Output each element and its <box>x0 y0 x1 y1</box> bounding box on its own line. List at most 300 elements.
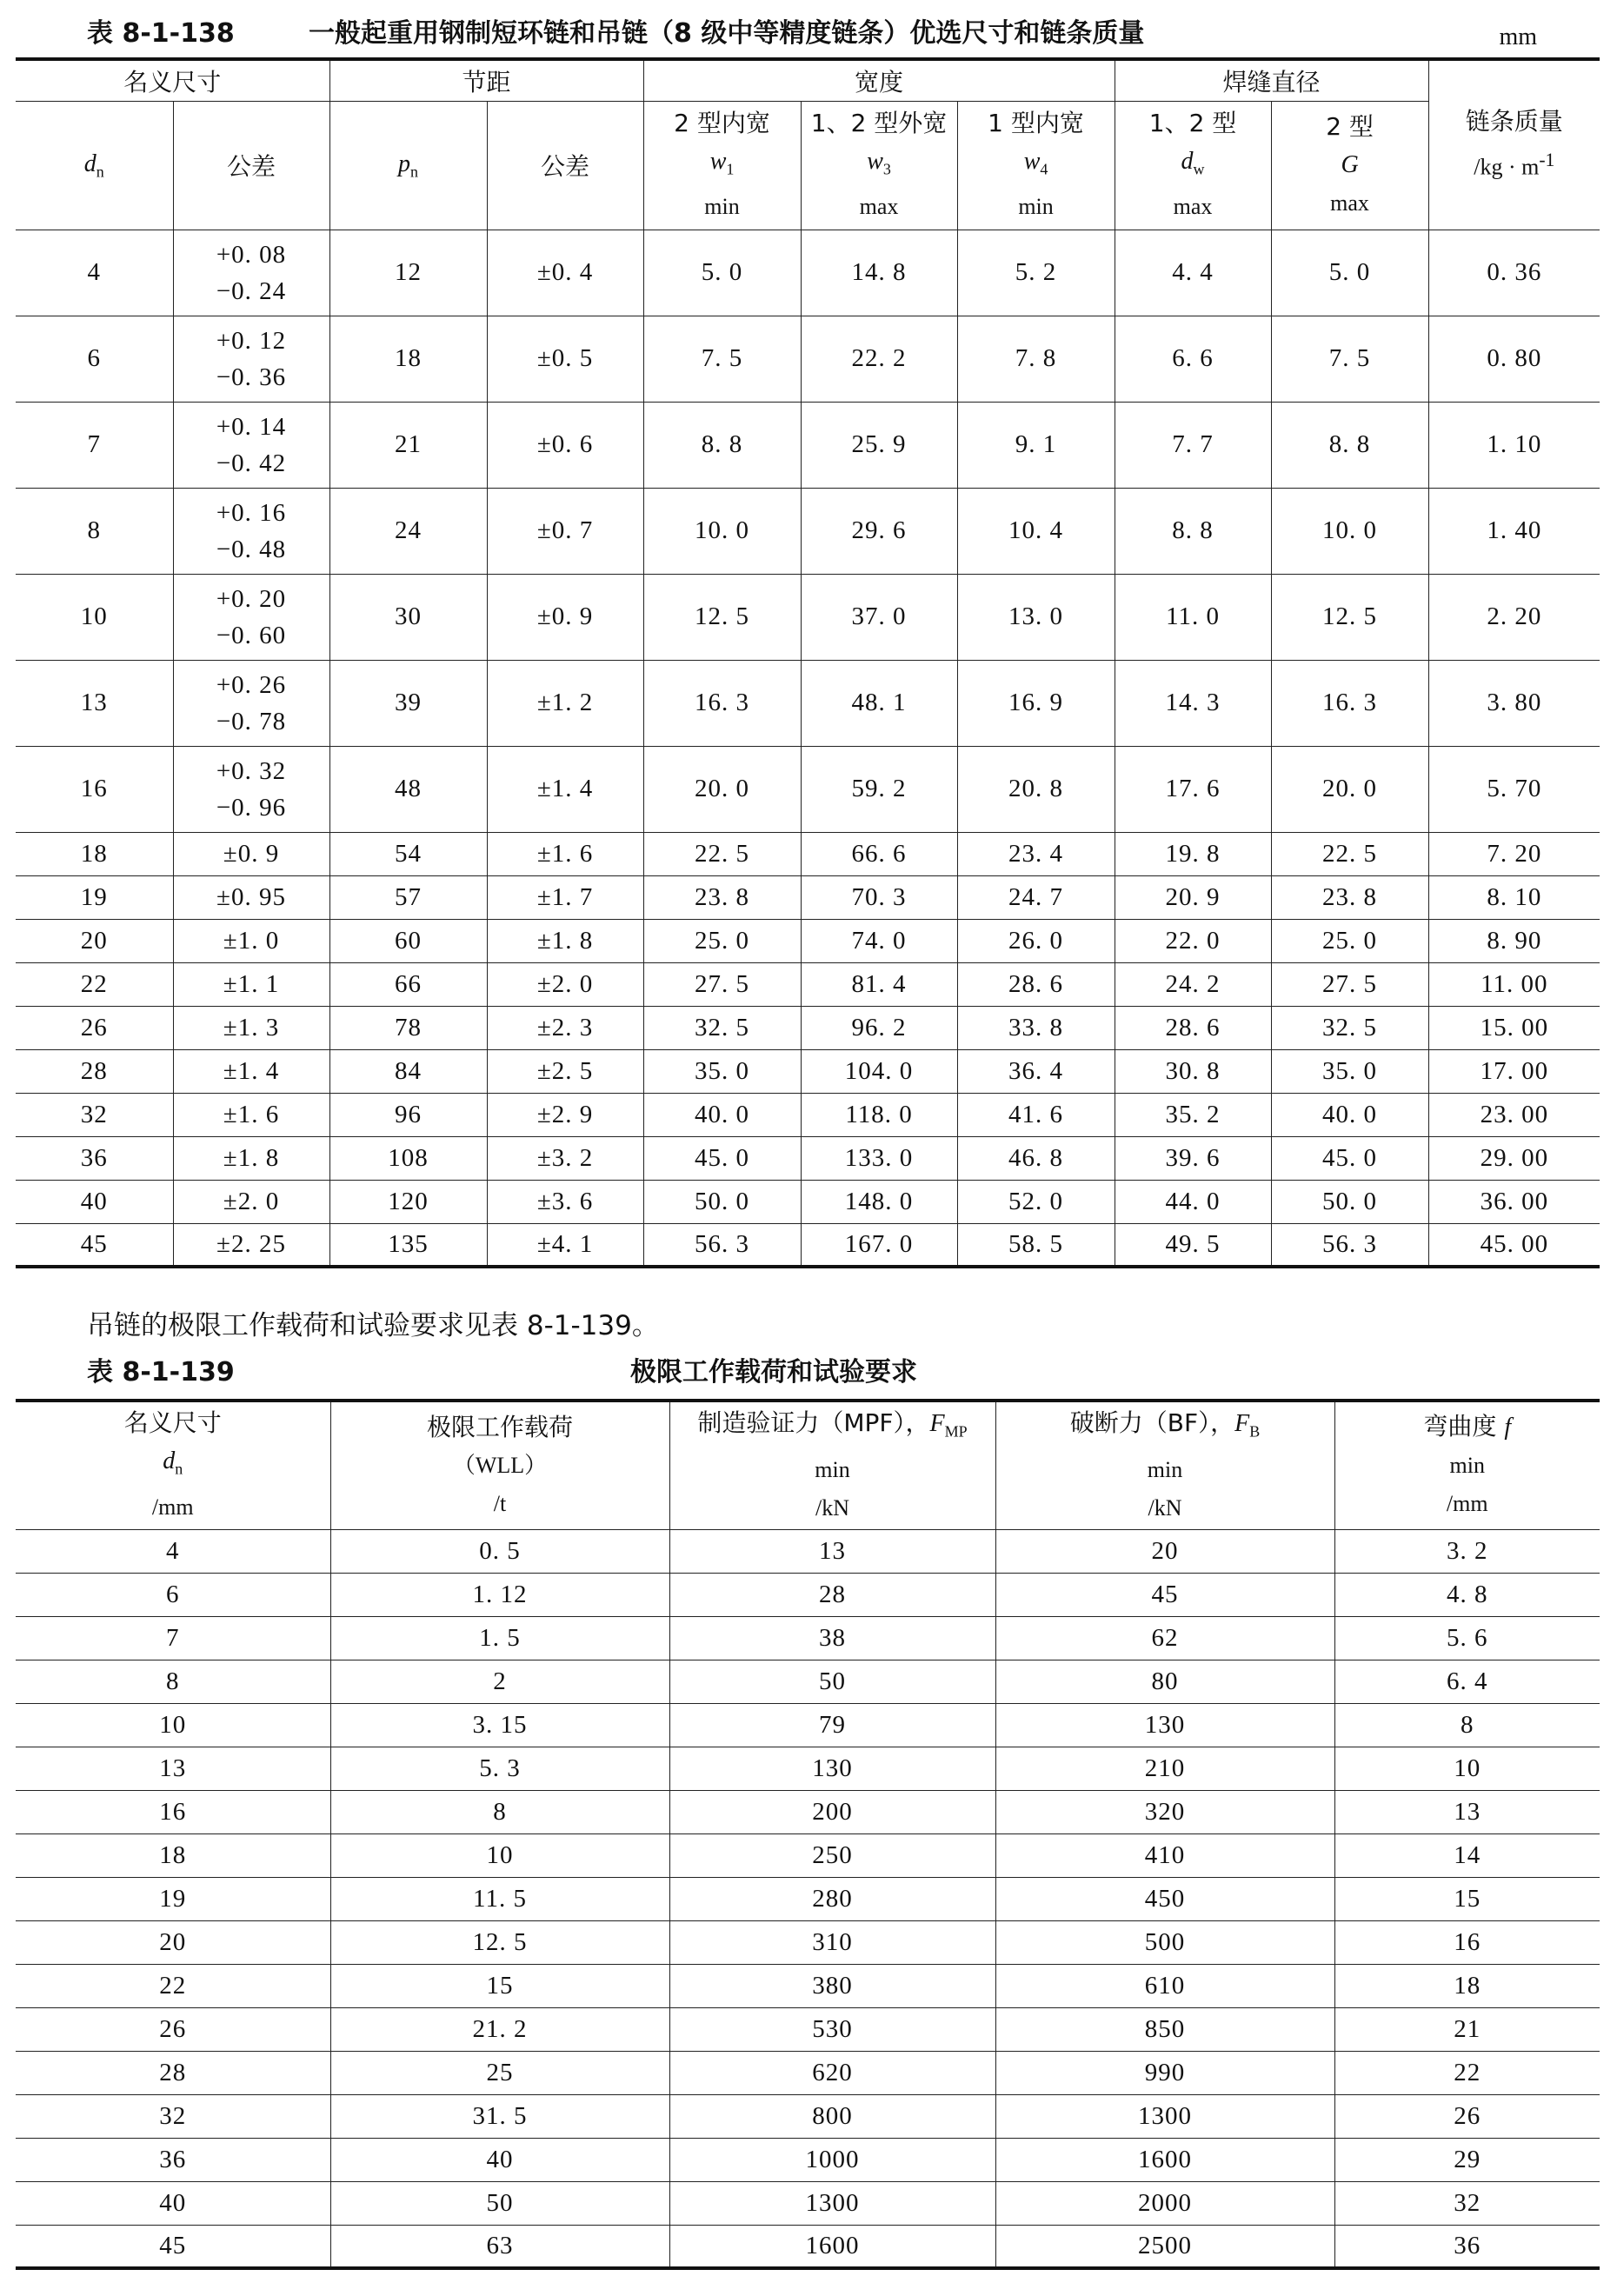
cell-bf: 500 <box>995 1920 1334 1964</box>
table2-row <box>16 1833 1600 1877</box>
cell-bend: 3. 2 <box>1334 1529 1600 1573</box>
cell-dn-tolerance: ±0. 95 <box>173 875 329 919</box>
table2-row <box>16 2225 1600 2268</box>
cell-w3: 104. 0 <box>801 1049 957 1093</box>
cell-bf: 45 <box>995 1573 1334 1616</box>
cell-dn-tolerance: ±1. 6 <box>173 1093 329 1136</box>
cell-dw: 19. 8 <box>1115 832 1271 875</box>
cell-wll: 12. 5 <box>330 1920 669 1964</box>
cell-dn: 4 <box>16 230 173 316</box>
cell-w1: 50. 0 <box>643 1180 801 1223</box>
cell-dn: 26 <box>16 2007 330 2051</box>
cell-dn-tolerance: ±1. 1 <box>173 962 329 1006</box>
cell-dn: 16 <box>16 1790 330 1833</box>
cell-dn: 36 <box>16 2138 330 2181</box>
cell-mass: 8. 90 <box>1428 919 1600 962</box>
cell-pitch-tolerance: ±2. 0 <box>487 962 643 1006</box>
header2-bend: 弯曲度 f min /mm <box>1334 1401 1600 1529</box>
header-nominal-size: 名义尺寸 <box>16 59 329 101</box>
cell-g: 40. 0 <box>1271 1093 1428 1136</box>
cell-w3: 118. 0 <box>801 1093 957 1136</box>
cell-bend: 29 <box>1334 2138 1600 2181</box>
cell-bend: 16 <box>1334 1920 1600 1964</box>
cell-mpf: 800 <box>669 2094 995 2138</box>
cell-mpf: 1600 <box>669 2225 995 2268</box>
cell-dn: 26 <box>16 1006 173 1049</box>
cell-dw: 11. 0 <box>1115 574 1271 660</box>
cell-g: 32. 5 <box>1271 1006 1428 1049</box>
cell-dn-tolerance: +0. 26 −0. 78 <box>173 660 329 746</box>
cell-w4: 10. 4 <box>957 488 1115 574</box>
cell-dn-tolerance: ±0. 9 <box>173 832 329 875</box>
cell-pitch-tolerance: ±2. 3 <box>487 1006 643 1049</box>
table1-row <box>16 1180 1600 1223</box>
header-dn-symbol: $d_n$ <box>83 150 104 181</box>
cell-mass: 45. 00 <box>1428 1223 1600 1267</box>
cell-dn-tolerance: +0. 32 −0. 96 <box>173 746 329 832</box>
table1-unit: mm <box>1499 23 1537 50</box>
cell-dn: 45 <box>16 1223 173 1267</box>
cell-bf: 1300 <box>995 2094 1334 2138</box>
cell-g: 22. 5 <box>1271 832 1428 875</box>
cell-mass: 1. 10 <box>1428 402 1600 488</box>
cell-wll: 1. 5 <box>330 1616 669 1660</box>
header-g: 2 型 G max <box>1271 101 1428 230</box>
header2-wll: 极限工作载荷 （WLL） /t <box>330 1401 669 1529</box>
cell-pn: 57 <box>329 875 487 919</box>
cell-w3: 22. 2 <box>801 316 957 402</box>
cell-w4: 36. 4 <box>957 1049 1115 1093</box>
cell-dn-tolerance: ±1. 0 <box>173 919 329 962</box>
cell-dn: 19 <box>16 1877 330 1920</box>
cell-wll: 11. 5 <box>330 1877 669 1920</box>
header-chain-mass-unit: $/kg \cdot m^{-1}$ <box>1474 150 1555 181</box>
cell-mpf: 200 <box>669 1790 995 1833</box>
header-pitch: 节距 <box>329 59 643 101</box>
cell-pn: 108 <box>329 1136 487 1180</box>
cell-pn: 96 <box>329 1093 487 1136</box>
cell-mass: 11. 00 <box>1428 962 1600 1006</box>
cell-wll: 40 <box>330 2138 669 2181</box>
table2-load-requirements <box>16 1399 1600 2270</box>
cell-dn: 13 <box>16 1747 330 1790</box>
cell-pitch-tolerance: ±2. 5 <box>487 1049 643 1093</box>
cell-mpf: 79 <box>669 1703 995 1747</box>
cell-w1: 16. 3 <box>643 660 801 746</box>
cell-bf: 62 <box>995 1616 1334 1660</box>
cell-bend: 32 <box>1334 2181 1600 2225</box>
cell-w3: 48. 1 <box>801 660 957 746</box>
cell-pitch-tolerance: ±3. 2 <box>487 1136 643 1180</box>
cell-w3: 66. 6 <box>801 832 957 875</box>
cell-mpf: 530 <box>669 2007 995 2051</box>
cell-mass: 0. 80 <box>1428 316 1600 402</box>
cell-g: 5. 0 <box>1271 230 1428 316</box>
header2-nominal-size: 名义尺寸 $d_n$ /mm <box>16 1401 330 1529</box>
cell-wll: 2 <box>330 1660 669 1703</box>
table1-row <box>16 230 1600 316</box>
cell-dn: 7 <box>16 1616 330 1660</box>
cell-dw: 6. 6 <box>1115 316 1271 402</box>
cell-bf: 990 <box>995 2051 1334 2094</box>
cell-pn: 24 <box>329 488 487 574</box>
cell-w3: 81. 4 <box>801 962 957 1006</box>
cell-mass: 2. 20 <box>1428 574 1600 660</box>
cell-pn: 48 <box>329 746 487 832</box>
table1-row <box>16 1006 1600 1049</box>
table1-row <box>16 574 1600 660</box>
cell-dn-tolerance: +0. 14 −0. 42 <box>173 402 329 488</box>
cell-wll: 10 <box>330 1833 669 1877</box>
table1-title: 一般起重用钢制短环链和吊链（8 级中等精度链条）优选尺寸和链条质量 <box>309 18 1145 49</box>
cell-mass: 0. 36 <box>1428 230 1600 316</box>
cell-dn: 16 <box>16 746 173 832</box>
cell-dn: 28 <box>16 1049 173 1093</box>
cell-g: 8. 8 <box>1271 402 1428 488</box>
cell-g: 50. 0 <box>1271 1180 1428 1223</box>
cell-dn: 4 <box>16 1529 330 1573</box>
cell-bend: 18 <box>1334 1964 1600 2007</box>
cell-wll: 0. 5 <box>330 1529 669 1573</box>
table2-row <box>16 1747 1600 1790</box>
cell-w3: 74. 0 <box>801 919 957 962</box>
cell-dw: 28. 6 <box>1115 1006 1271 1049</box>
table1-row <box>16 962 1600 1006</box>
cell-mpf: 13 <box>669 1529 995 1573</box>
cell-w4: 23. 4 <box>957 832 1115 875</box>
cell-w4: 52. 0 <box>957 1180 1115 1223</box>
cell-wll: 31. 5 <box>330 2094 669 2138</box>
table1-row <box>16 1136 1600 1180</box>
cell-mass: 15. 00 <box>1428 1006 1600 1049</box>
cell-w4: 41. 6 <box>957 1093 1115 1136</box>
cell-bend: 21 <box>1334 2007 1600 2051</box>
cell-dn-tolerance: +0. 12 −0. 36 <box>173 316 329 402</box>
cell-w3: 70. 3 <box>801 875 957 919</box>
cell-mpf: 1000 <box>669 2138 995 2181</box>
table2-row <box>16 1703 1600 1747</box>
cell-pn: 120 <box>329 1180 487 1223</box>
table2-title: 极限工作载荷和试验要求 <box>630 1357 917 1388</box>
cell-mass: 1. 40 <box>1428 488 1600 574</box>
header2-mpf: 制造验证力（MPF），$F_{MP}$ min /kN <box>669 1401 995 1529</box>
cell-bf: 2000 <box>995 2181 1334 2225</box>
cell-wll: 63 <box>330 2225 669 2268</box>
table1-row <box>16 1093 1600 1136</box>
cell-w4: 9. 1 <box>957 402 1115 488</box>
cell-pitch-tolerance: ±0. 7 <box>487 488 643 574</box>
cell-dn: 22 <box>16 1964 330 2007</box>
table2-row <box>16 2181 1600 2225</box>
cell-dw: 44. 0 <box>1115 1180 1271 1223</box>
cell-dn: 18 <box>16 1833 330 1877</box>
table1-chain-dimensions <box>16 57 1600 1268</box>
cell-dn: 7 <box>16 402 173 488</box>
cell-dn: 40 <box>16 1180 173 1223</box>
cell-dw: 8. 8 <box>1115 488 1271 574</box>
cell-pn: 66 <box>329 962 487 1006</box>
cell-dn: 6 <box>16 316 173 402</box>
cell-pitch-tolerance: ±0. 4 <box>487 230 643 316</box>
cell-pitch-tolerance: ±1. 6 <box>487 832 643 875</box>
header-w3: 1、2 型外宽 $w_3$ max <box>801 101 957 230</box>
cell-mpf: 1300 <box>669 2181 995 2225</box>
cell-pitch-tolerance: ±0. 9 <box>487 574 643 660</box>
cell-dw: 35. 2 <box>1115 1093 1271 1136</box>
table1-number: 表 8-1-138 <box>87 18 235 49</box>
cell-bend: 36 <box>1334 2225 1600 2268</box>
cell-mass: 23. 00 <box>1428 1093 1600 1136</box>
table2-row <box>16 2138 1600 2181</box>
cell-wll: 8 <box>330 1790 669 1833</box>
cell-bf: 610 <box>995 1964 1334 2007</box>
table2-row <box>16 2094 1600 2138</box>
cell-dn: 40 <box>16 2181 330 2225</box>
cell-pitch-tolerance: ±1. 4 <box>487 746 643 832</box>
cell-dn-tolerance: +0. 20 −0. 60 <box>173 574 329 660</box>
cell-pn: 54 <box>329 832 487 875</box>
cell-mpf: 38 <box>669 1616 995 1660</box>
cell-bf: 850 <box>995 2007 1334 2051</box>
header-dw: 1、2 型 $d_w$ max <box>1115 101 1271 230</box>
table2-body <box>16 1529 1600 2268</box>
cell-g: 23. 8 <box>1271 875 1428 919</box>
cell-dw: 14. 3 <box>1115 660 1271 746</box>
cell-w1: 32. 5 <box>643 1006 801 1049</box>
cell-dn: 19 <box>16 875 173 919</box>
cell-w1: 27. 5 <box>643 962 801 1006</box>
cell-mpf: 28 <box>669 1573 995 1616</box>
cell-w1: 40. 0 <box>643 1093 801 1136</box>
cell-w4: 33. 8 <box>957 1006 1115 1049</box>
cell-g: 35. 0 <box>1271 1049 1428 1093</box>
cell-pn: 60 <box>329 919 487 962</box>
cell-dw: 4. 4 <box>1115 230 1271 316</box>
cell-dn-tolerance: +0. 08 −0. 24 <box>173 230 329 316</box>
cell-pitch-tolerance: ±2. 9 <box>487 1093 643 1136</box>
cell-dn: 6 <box>16 1573 330 1616</box>
cell-bf: 1600 <box>995 2138 1334 2181</box>
cell-dn-tolerance: ±1. 4 <box>173 1049 329 1093</box>
header2-bf: 破断力（BF），$F_B$ min /kN <box>995 1401 1334 1529</box>
table2-row <box>16 1573 1600 1616</box>
cell-dn: 10 <box>16 574 173 660</box>
cell-dn-tolerance: ±1. 8 <box>173 1136 329 1180</box>
cell-w1: 45. 0 <box>643 1136 801 1180</box>
cell-g: 27. 5 <box>1271 962 1428 1006</box>
cell-dn: 20 <box>16 1920 330 1964</box>
cell-w1: 8. 8 <box>643 402 801 488</box>
table2-row <box>16 1964 1600 2007</box>
cell-pitch-tolerance: ±1. 7 <box>487 875 643 919</box>
cell-bend: 26 <box>1334 2094 1600 2138</box>
header-chain-mass <box>1428 59 1600 230</box>
cell-dw: 22. 0 <box>1115 919 1271 962</box>
table1-row <box>16 1223 1600 1267</box>
cell-bend: 13 <box>1334 1790 1600 1833</box>
cell-w3: 59. 2 <box>801 746 957 832</box>
cell-bend: 6. 4 <box>1334 1660 1600 1703</box>
cell-w3: 167. 0 <box>801 1223 957 1267</box>
cell-g: 45. 0 <box>1271 1136 1428 1180</box>
header-dn-tolerance: 公差 <box>173 101 329 230</box>
cell-g: 56. 3 <box>1271 1223 1428 1267</box>
cell-w3: 25. 9 <box>801 402 957 488</box>
cell-bend: 5. 6 <box>1334 1616 1600 1660</box>
cell-bf: 410 <box>995 1833 1334 1877</box>
cell-dw: 30. 8 <box>1115 1049 1271 1093</box>
cell-dn-tolerance: +0. 16 −0. 48 <box>173 488 329 574</box>
cell-dn: 10 <box>16 1703 330 1747</box>
cell-mass: 36. 00 <box>1428 1180 1600 1223</box>
cell-bf: 210 <box>995 1747 1334 1790</box>
cell-wll: 5. 3 <box>330 1747 669 1790</box>
cell-wll: 3. 15 <box>330 1703 669 1747</box>
cell-mpf: 50 <box>669 1660 995 1703</box>
cell-w3: 29. 6 <box>801 488 957 574</box>
cell-g: 20. 0 <box>1271 746 1428 832</box>
cell-dn: 18 <box>16 832 173 875</box>
cell-dw: 39. 6 <box>1115 1136 1271 1180</box>
header-w1: 2 型内宽 $w_1$ min <box>643 101 801 230</box>
cell-mass: 29. 00 <box>1428 1136 1600 1180</box>
header-pitch-tolerance: 公差 <box>487 101 643 230</box>
table2-row <box>16 1529 1600 1573</box>
table2-row <box>16 1660 1600 1703</box>
cell-w4: 5. 2 <box>957 230 1115 316</box>
cell-w1: 12. 5 <box>643 574 801 660</box>
header-weld-diameter: 焊缝直径 <box>1115 59 1428 101</box>
cell-bf: 130 <box>995 1703 1334 1747</box>
cell-dn: 32 <box>16 1093 173 1136</box>
cell-w4: 28. 6 <box>957 962 1115 1006</box>
cell-w4: 26. 0 <box>957 919 1115 962</box>
cell-wll: 15 <box>330 1964 669 2007</box>
cell-wll: 1. 12 <box>330 1573 669 1616</box>
table2-number: 表 8-1-139 <box>87 1357 235 1388</box>
cell-mass: 5. 70 <box>1428 746 1600 832</box>
cell-bend: 4. 8 <box>1334 1573 1600 1616</box>
cell-pitch-tolerance: ±1. 2 <box>487 660 643 746</box>
cell-mass: 17. 00 <box>1428 1049 1600 1093</box>
table2-row <box>16 1920 1600 1964</box>
cell-w3: 96. 2 <box>801 1006 957 1049</box>
cell-pitch-tolerance: ±3. 6 <box>487 1180 643 1223</box>
cell-dw: 49. 5 <box>1115 1223 1271 1267</box>
cell-bend: 22 <box>1334 2051 1600 2094</box>
cell-dn-tolerance: ±2. 0 <box>173 1180 329 1223</box>
table1-row <box>16 746 1600 832</box>
cell-pn: 39 <box>329 660 487 746</box>
header-chain-mass-label: 链条质量 <box>1465 107 1563 136</box>
cell-w3: 14. 8 <box>801 230 957 316</box>
cell-w4: 58. 5 <box>957 1223 1115 1267</box>
cell-bf: 450 <box>995 1877 1334 1920</box>
table2-row <box>16 2051 1600 2094</box>
cell-pn: 30 <box>329 574 487 660</box>
cell-dw: 7. 7 <box>1115 402 1271 488</box>
cell-dn: 32 <box>16 2094 330 2138</box>
table2-row <box>16 1877 1600 1920</box>
table1-row <box>16 488 1600 574</box>
cell-wll: 25 <box>330 2051 669 2094</box>
cell-w4: 16. 9 <box>957 660 1115 746</box>
header-dn <box>16 101 173 230</box>
header-pn-symbol: $p_n$ <box>398 150 419 181</box>
cell-pitch-tolerance: ±0. 6 <box>487 402 643 488</box>
cell-bend: 14 <box>1334 1833 1600 1877</box>
cell-mass: 7. 20 <box>1428 832 1600 875</box>
cell-w1: 10. 0 <box>643 488 801 574</box>
cell-dn-tolerance: ±1. 3 <box>173 1006 329 1049</box>
cell-pn: 135 <box>329 1223 487 1267</box>
cell-w3: 37. 0 <box>801 574 957 660</box>
cell-g: 16. 3 <box>1271 660 1428 746</box>
cell-dn: 28 <box>16 2051 330 2094</box>
cell-w1: 22. 5 <box>643 832 801 875</box>
cell-bend: 15 <box>1334 1877 1600 1920</box>
cell-dn: 36 <box>16 1136 173 1180</box>
cell-w1: 56. 3 <box>643 1223 801 1267</box>
cell-dn: 8 <box>16 488 173 574</box>
table1-body <box>16 230 1600 1267</box>
cell-dn: 45 <box>16 2225 330 2268</box>
cell-pitch-tolerance: ±0. 5 <box>487 316 643 402</box>
cell-w1: 25. 0 <box>643 919 801 962</box>
cell-dn: 20 <box>16 919 173 962</box>
table1-caption <box>87 12 1547 56</box>
table1-row <box>16 402 1600 488</box>
cell-pn: 21 <box>329 402 487 488</box>
table1-row <box>16 832 1600 875</box>
cell-g: 25. 0 <box>1271 919 1428 962</box>
cell-w4: 46. 8 <box>957 1136 1115 1180</box>
cell-dn: 13 <box>16 660 173 746</box>
cell-mass: 8. 10 <box>1428 875 1600 919</box>
cell-bf: 2500 <box>995 2225 1334 2268</box>
cell-w1: 20. 0 <box>643 746 801 832</box>
cell-pitch-tolerance: ±4. 1 <box>487 1223 643 1267</box>
cell-w3: 133. 0 <box>801 1136 957 1180</box>
cell-w4: 7. 8 <box>957 316 1115 402</box>
table2-row <box>16 1790 1600 1833</box>
cell-w4: 13. 0 <box>957 574 1115 660</box>
cell-mpf: 130 <box>669 1747 995 1790</box>
cell-mpf: 310 <box>669 1920 995 1964</box>
cell-bend: 10 <box>1334 1747 1600 1790</box>
cell-dn-tolerance: ±2. 25 <box>173 1223 329 1267</box>
cell-g: 7. 5 <box>1271 316 1428 402</box>
header-width: 宽度 <box>643 59 1115 101</box>
cell-pn: 18 <box>329 316 487 402</box>
table2-row <box>16 1616 1600 1660</box>
cell-bf: 20 <box>995 1529 1334 1573</box>
cell-dn: 22 <box>16 962 173 1006</box>
cell-bend: 8 <box>1334 1703 1600 1747</box>
cell-mpf: 380 <box>669 1964 995 2007</box>
cell-dw: 17. 6 <box>1115 746 1271 832</box>
header-pn <box>329 101 487 230</box>
cell-wll: 21. 2 <box>330 2007 669 2051</box>
cell-w1: 35. 0 <box>643 1049 801 1093</box>
cell-w4: 20. 8 <box>957 746 1115 832</box>
cell-pn: 78 <box>329 1006 487 1049</box>
table1-row <box>16 875 1600 919</box>
cell-dn: 8 <box>16 1660 330 1703</box>
cell-dw: 24. 2 <box>1115 962 1271 1006</box>
table1-row <box>16 1049 1600 1093</box>
cell-mpf: 280 <box>669 1877 995 1920</box>
